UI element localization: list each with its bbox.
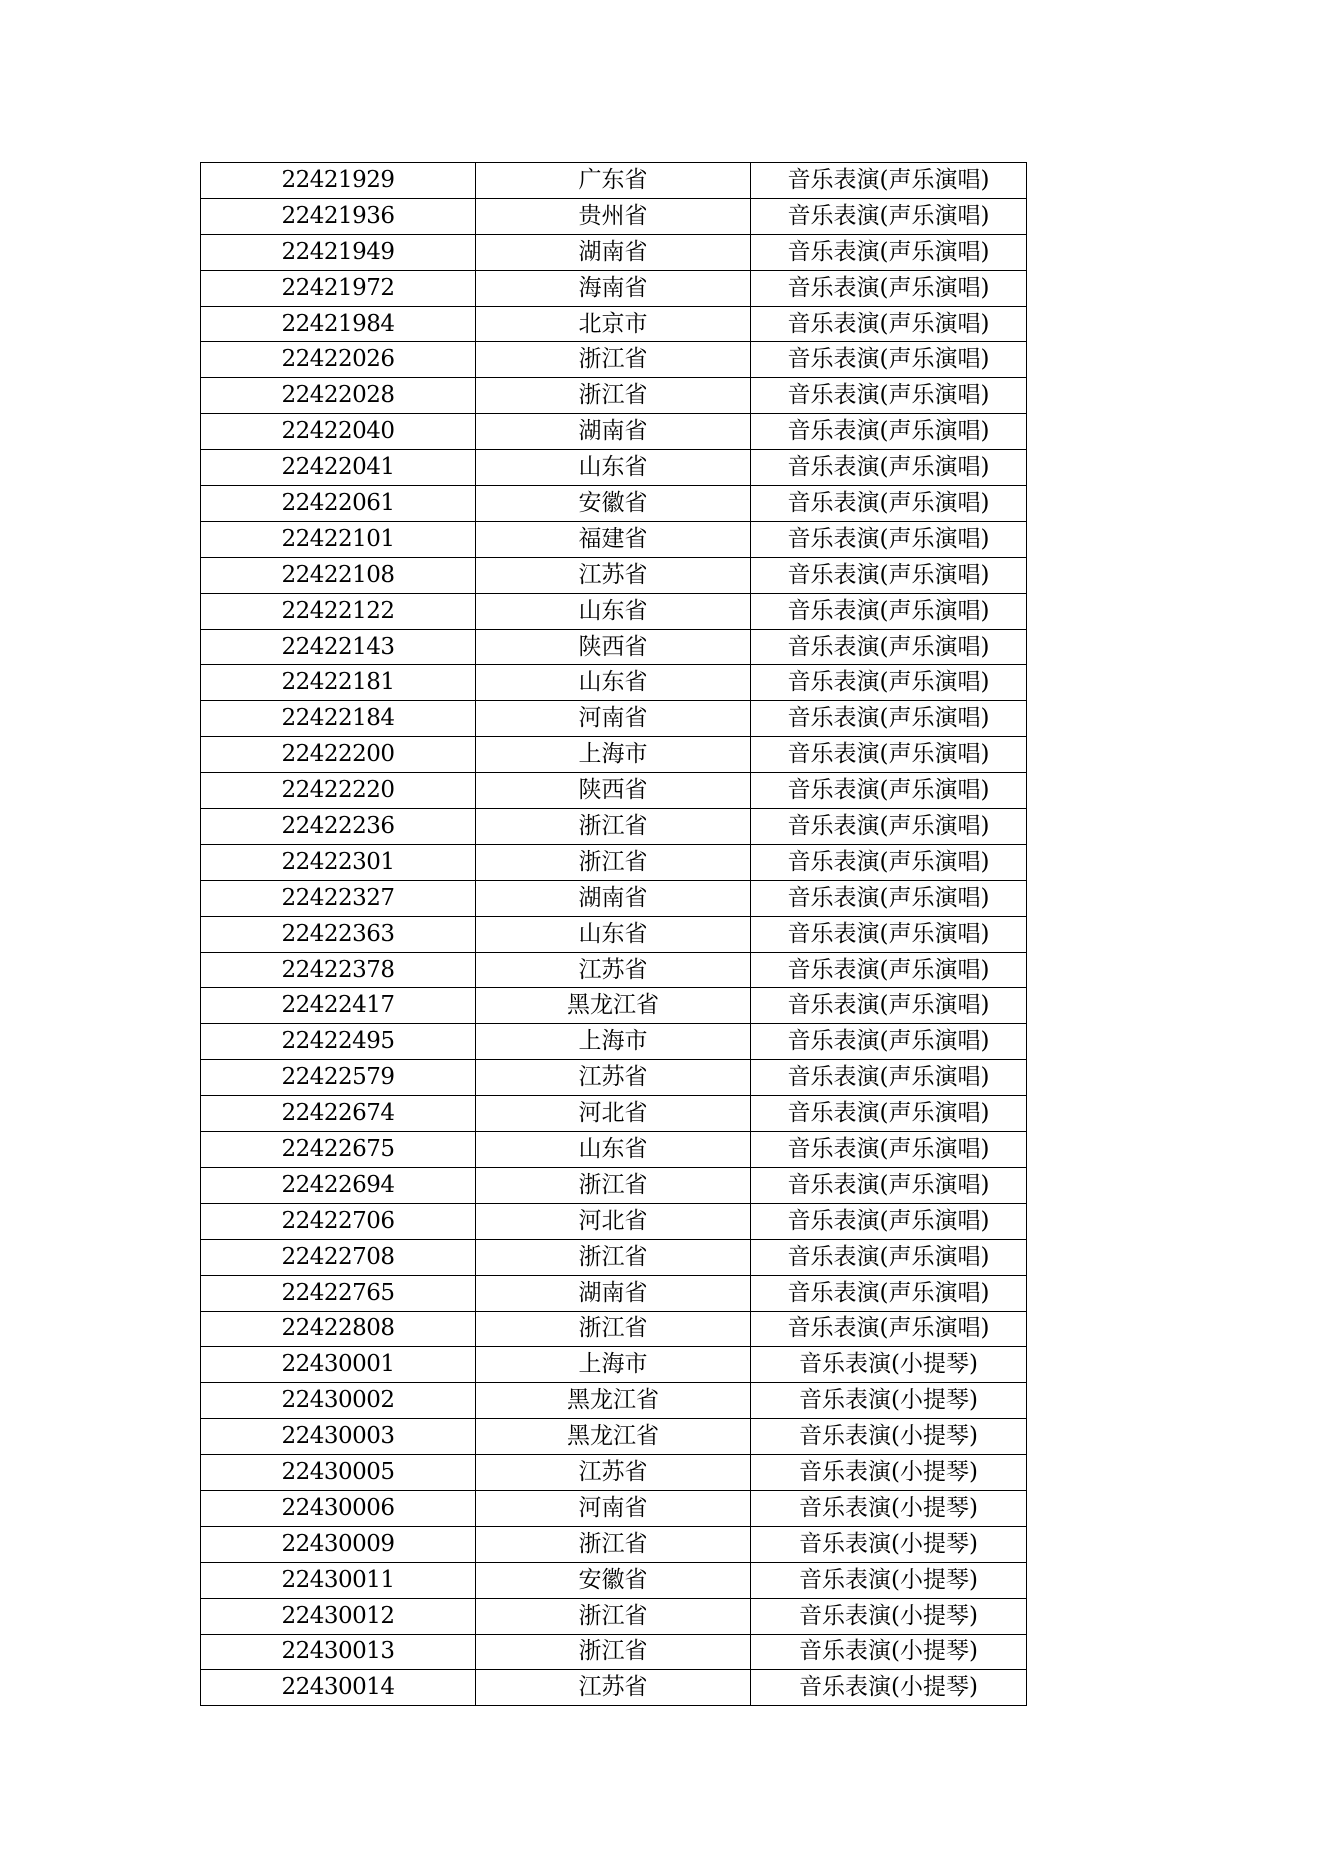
province-cell: 河北省 — [476, 1203, 751, 1239]
candidate-id-cell: 22422674 — [201, 1096, 476, 1132]
province-cell: 浙江省 — [476, 1598, 751, 1634]
table-row — [201, 952, 1027, 988]
table-row — [201, 1132, 1027, 1168]
major-cell: 音乐表演(小提琴) — [751, 1526, 1027, 1562]
major-cell: 音乐表演(小提琴) — [751, 1670, 1027, 1706]
candidate-id-cell: 22422301 — [201, 844, 476, 880]
major-cell: 音乐表演(小提琴) — [751, 1490, 1027, 1526]
major-cell: 音乐表演(声乐演唱) — [751, 916, 1027, 952]
candidate-id-cell: 22421949 — [201, 234, 476, 270]
candidate-id-cell: 22422495 — [201, 1024, 476, 1060]
major-cell: 音乐表演(声乐演唱) — [751, 701, 1027, 737]
province-cell: 山东省 — [476, 450, 751, 486]
major-cell: 音乐表演(声乐演唱) — [751, 1275, 1027, 1311]
table-row — [201, 665, 1027, 701]
candidate-id-cell: 22421929 — [201, 163, 476, 199]
candidate-id-cell: 22422378 — [201, 952, 476, 988]
province-cell: 浙江省 — [476, 1311, 751, 1347]
table-row — [201, 1455, 1027, 1491]
candidate-id-cell: 22422200 — [201, 737, 476, 773]
candidate-id-cell: 22430011 — [201, 1562, 476, 1598]
candidate-id-cell: 22422220 — [201, 773, 476, 809]
province-cell: 湖南省 — [476, 414, 751, 450]
table-row — [201, 163, 1027, 199]
province-cell: 江苏省 — [476, 952, 751, 988]
province-cell: 浙江省 — [476, 809, 751, 845]
province-cell: 浙江省 — [476, 1526, 751, 1562]
candidate-id-cell: 22430012 — [201, 1598, 476, 1634]
province-cell: 安徽省 — [476, 486, 751, 522]
province-cell: 陕西省 — [476, 629, 751, 665]
province-cell: 江苏省 — [476, 1060, 751, 1096]
table-row — [201, 1526, 1027, 1562]
major-cell: 音乐表演(声乐演唱) — [751, 234, 1027, 270]
candidate-id-cell: 22422040 — [201, 414, 476, 450]
major-cell: 音乐表演(声乐演唱) — [751, 270, 1027, 306]
table-row — [201, 1060, 1027, 1096]
candidate-id-cell: 22422122 — [201, 593, 476, 629]
major-cell: 音乐表演(声乐演唱) — [751, 629, 1027, 665]
table-row — [201, 414, 1027, 450]
table-row — [201, 1383, 1027, 1419]
table-row — [201, 701, 1027, 737]
major-cell: 音乐表演(声乐演唱) — [751, 198, 1027, 234]
major-cell: 音乐表演(声乐演唱) — [751, 557, 1027, 593]
province-cell: 广东省 — [476, 163, 751, 199]
province-cell: 浙江省 — [476, 1239, 751, 1275]
province-cell: 黑龙江省 — [476, 1383, 751, 1419]
candidate-id-cell: 22430002 — [201, 1383, 476, 1419]
table-row — [201, 234, 1027, 270]
candidate-id-cell: 22430009 — [201, 1526, 476, 1562]
major-cell: 音乐表演(声乐演唱) — [751, 880, 1027, 916]
candidate-id-cell: 22422808 — [201, 1311, 476, 1347]
candidate-id-cell: 22422061 — [201, 486, 476, 522]
province-cell: 浙江省 — [476, 342, 751, 378]
candidate-id-cell: 22430003 — [201, 1419, 476, 1455]
major-cell: 音乐表演(声乐演唱) — [751, 163, 1027, 199]
province-cell: 湖南省 — [476, 1275, 751, 1311]
major-cell: 音乐表演(声乐演唱) — [751, 952, 1027, 988]
table-row — [201, 306, 1027, 342]
province-cell: 贵州省 — [476, 198, 751, 234]
candidate-id-cell: 22422417 — [201, 988, 476, 1024]
candidate-id-cell: 22422108 — [201, 557, 476, 593]
table-row — [201, 1203, 1027, 1239]
candidate-id-cell: 22422181 — [201, 665, 476, 701]
table-row — [201, 1167, 1027, 1203]
candidate-id-cell: 22422028 — [201, 378, 476, 414]
data-table — [200, 162, 1027, 1706]
province-cell: 河南省 — [476, 1490, 751, 1526]
major-cell: 音乐表演(声乐演唱) — [751, 1167, 1027, 1203]
major-cell: 音乐表演(声乐演唱) — [751, 342, 1027, 378]
table-row — [201, 1670, 1027, 1706]
province-cell: 浙江省 — [476, 1634, 751, 1670]
candidate-id-cell: 22421972 — [201, 270, 476, 306]
major-cell: 音乐表演(声乐演唱) — [751, 988, 1027, 1024]
province-cell: 山东省 — [476, 916, 751, 952]
table-body — [201, 163, 1027, 1706]
candidate-id-cell: 22421936 — [201, 198, 476, 234]
province-cell: 山东省 — [476, 593, 751, 629]
province-cell: 上海市 — [476, 1024, 751, 1060]
province-cell: 山东省 — [476, 665, 751, 701]
table-row — [201, 1239, 1027, 1275]
province-cell: 海南省 — [476, 270, 751, 306]
candidate-id-cell: 22422026 — [201, 342, 476, 378]
table-row — [201, 916, 1027, 952]
province-cell: 安徽省 — [476, 1562, 751, 1598]
province-cell: 黑龙江省 — [476, 1419, 751, 1455]
table-row — [201, 1634, 1027, 1670]
province-cell: 上海市 — [476, 1347, 751, 1383]
province-cell: 江苏省 — [476, 557, 751, 593]
candidate-id-cell: 22422706 — [201, 1203, 476, 1239]
major-cell: 音乐表演(小提琴) — [751, 1419, 1027, 1455]
table-row — [201, 450, 1027, 486]
major-cell: 音乐表演(声乐演唱) — [751, 1311, 1027, 1347]
table-row — [201, 593, 1027, 629]
major-cell: 音乐表演(声乐演唱) — [751, 521, 1027, 557]
major-cell: 音乐表演(小提琴) — [751, 1347, 1027, 1383]
table-row — [201, 773, 1027, 809]
table-row — [201, 1490, 1027, 1526]
major-cell: 音乐表演(声乐演唱) — [751, 450, 1027, 486]
table-row — [201, 198, 1027, 234]
major-cell: 音乐表演(声乐演唱) — [751, 1203, 1027, 1239]
province-cell: 江苏省 — [476, 1670, 751, 1706]
candidate-id-cell: 22422041 — [201, 450, 476, 486]
major-cell: 音乐表演(声乐演唱) — [751, 306, 1027, 342]
major-cell: 音乐表演(声乐演唱) — [751, 844, 1027, 880]
table-row — [201, 521, 1027, 557]
major-cell: 音乐表演(声乐演唱) — [751, 1024, 1027, 1060]
table-row — [201, 1096, 1027, 1132]
major-cell: 音乐表演(声乐演唱) — [751, 665, 1027, 701]
major-cell: 音乐表演(声乐演唱) — [751, 1096, 1027, 1132]
candidate-id-cell: 22430014 — [201, 1670, 476, 1706]
major-cell: 音乐表演(小提琴) — [751, 1383, 1027, 1419]
province-cell: 山东省 — [476, 1132, 751, 1168]
province-cell: 福建省 — [476, 521, 751, 557]
candidate-id-cell: 22422143 — [201, 629, 476, 665]
province-cell: 河北省 — [476, 1096, 751, 1132]
candidate-id-cell: 22422579 — [201, 1060, 476, 1096]
candidate-id-cell: 22430001 — [201, 1347, 476, 1383]
candidate-id-cell: 22422327 — [201, 880, 476, 916]
table-row — [201, 342, 1027, 378]
table-row — [201, 1598, 1027, 1634]
major-cell: 音乐表演(声乐演唱) — [751, 486, 1027, 522]
province-cell: 河南省 — [476, 701, 751, 737]
major-cell: 音乐表演(声乐演唱) — [751, 1239, 1027, 1275]
candidate-id-cell: 22430006 — [201, 1490, 476, 1526]
major-cell: 音乐表演(小提琴) — [751, 1562, 1027, 1598]
province-cell: 江苏省 — [476, 1455, 751, 1491]
candidate-id-cell: 22422236 — [201, 809, 476, 845]
table-row — [201, 486, 1027, 522]
table-row — [201, 1275, 1027, 1311]
candidate-id-cell: 22421984 — [201, 306, 476, 342]
table-row — [201, 1311, 1027, 1347]
major-cell: 音乐表演(声乐演唱) — [751, 378, 1027, 414]
table-row — [201, 1024, 1027, 1060]
major-cell: 音乐表演(声乐演唱) — [751, 737, 1027, 773]
province-cell: 北京市 — [476, 306, 751, 342]
province-cell: 浙江省 — [476, 844, 751, 880]
candidate-id-cell: 22422184 — [201, 701, 476, 737]
province-cell: 陕西省 — [476, 773, 751, 809]
candidate-id-cell: 22422694 — [201, 1167, 476, 1203]
table-row — [201, 1419, 1027, 1455]
major-cell: 音乐表演(声乐演唱) — [751, 593, 1027, 629]
major-cell: 音乐表演(小提琴) — [751, 1634, 1027, 1670]
table-row — [201, 844, 1027, 880]
table-row — [201, 270, 1027, 306]
table-row — [201, 378, 1027, 414]
candidate-id-cell: 22430013 — [201, 1634, 476, 1670]
candidate-id-cell: 22422675 — [201, 1132, 476, 1168]
province-cell: 湖南省 — [476, 234, 751, 270]
table-row — [201, 629, 1027, 665]
candidate-id-cell: 22422363 — [201, 916, 476, 952]
major-cell: 音乐表演(声乐演唱) — [751, 414, 1027, 450]
table-row — [201, 737, 1027, 773]
major-cell: 音乐表演(小提琴) — [751, 1455, 1027, 1491]
province-cell: 上海市 — [476, 737, 751, 773]
province-cell: 浙江省 — [476, 1167, 751, 1203]
candidate-id-cell: 22422765 — [201, 1275, 476, 1311]
table-row — [201, 557, 1027, 593]
candidate-id-cell: 22422708 — [201, 1239, 476, 1275]
major-cell: 音乐表演(声乐演唱) — [751, 1060, 1027, 1096]
candidate-id-cell: 22422101 — [201, 521, 476, 557]
candidate-id-cell: 22430005 — [201, 1455, 476, 1491]
major-cell: 音乐表演(小提琴) — [751, 1598, 1027, 1634]
table-row — [201, 809, 1027, 845]
major-cell: 音乐表演(声乐演唱) — [751, 1132, 1027, 1168]
table-row — [201, 988, 1027, 1024]
province-cell: 浙江省 — [476, 378, 751, 414]
major-cell: 音乐表演(声乐演唱) — [751, 809, 1027, 845]
province-cell: 湖南省 — [476, 880, 751, 916]
table-row — [201, 1562, 1027, 1598]
table-row — [201, 880, 1027, 916]
table-row — [201, 1347, 1027, 1383]
province-cell: 黑龙江省 — [476, 988, 751, 1024]
major-cell: 音乐表演(声乐演唱) — [751, 773, 1027, 809]
